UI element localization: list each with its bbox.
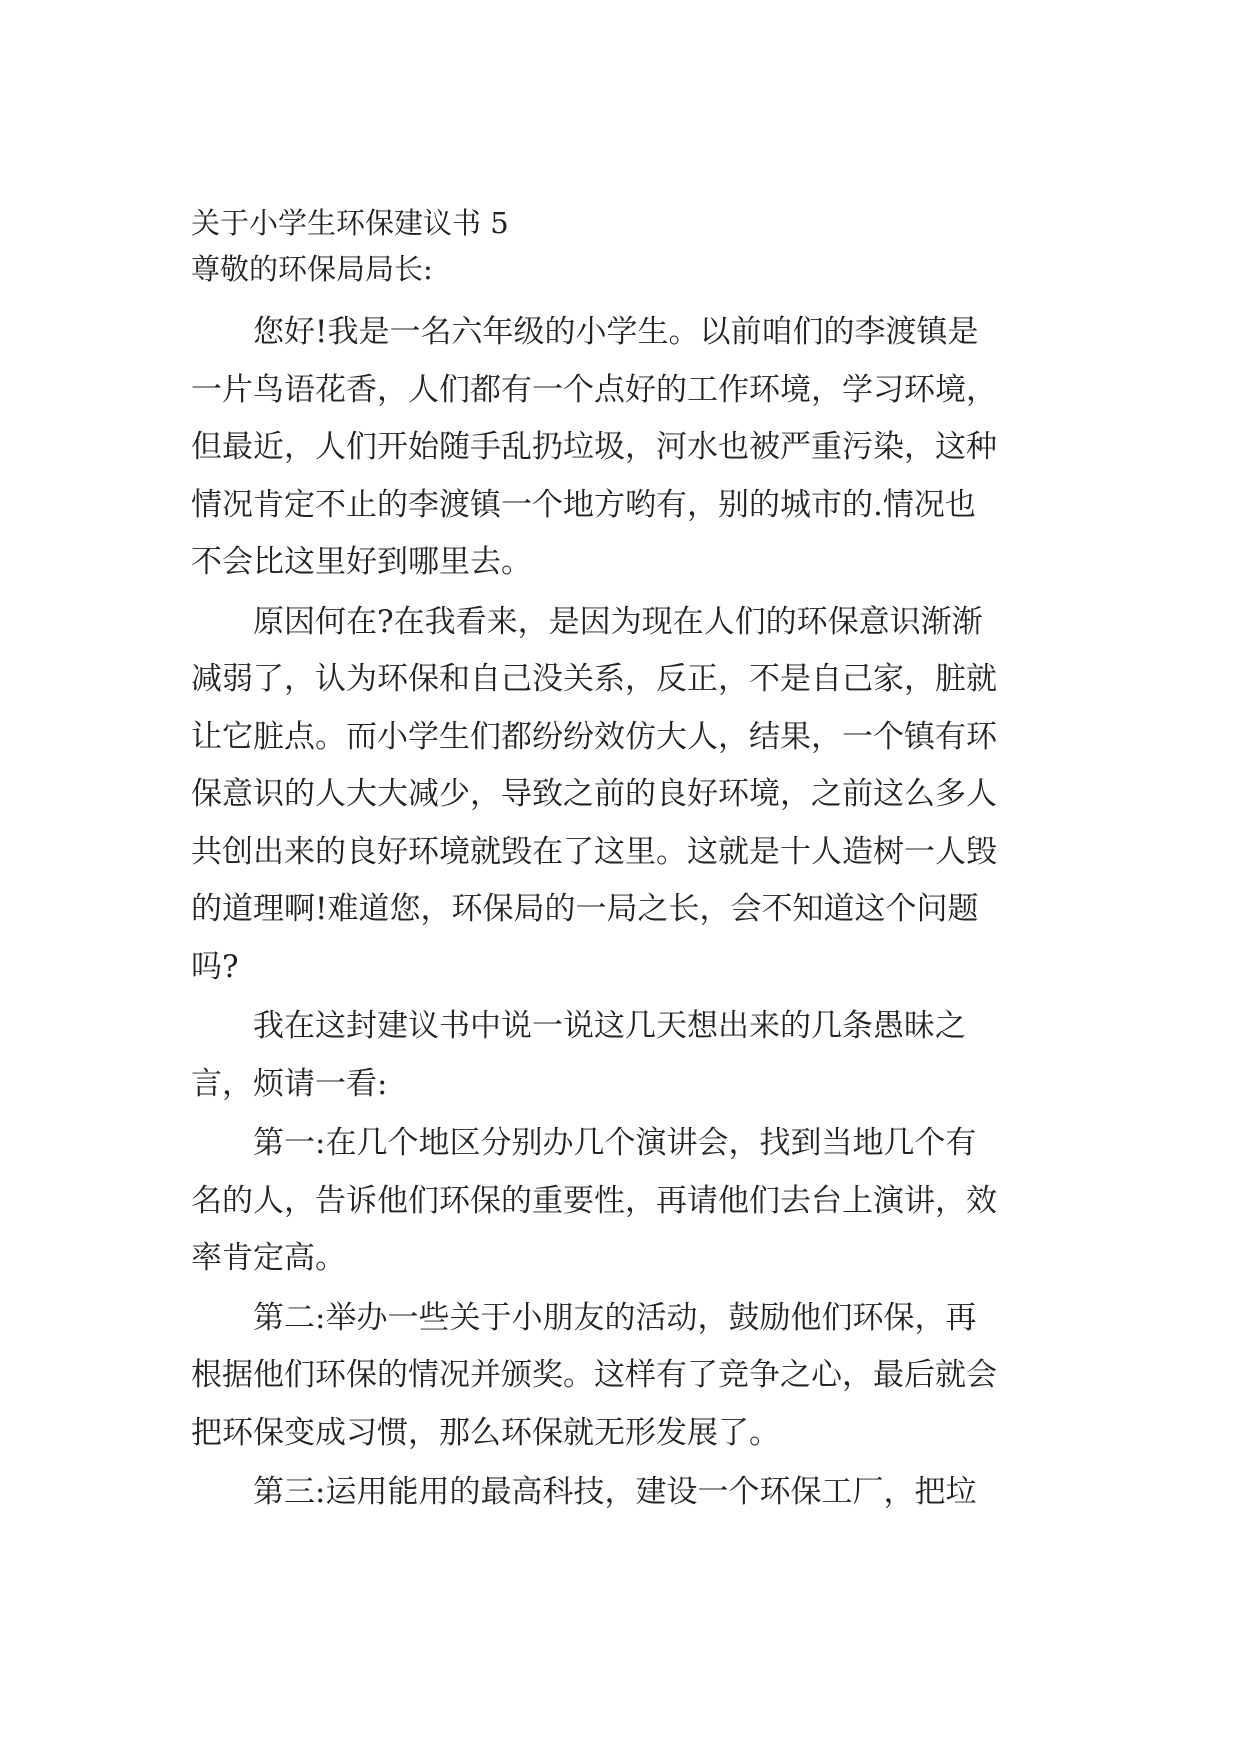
paragraph-6 — [191, 1464, 1057, 1522]
text-line: 第三:运用能用的最高科技，建设一个环保工厂，把垃 — [253, 1474, 977, 1510]
text-line: 共创出来的良好环境就毁在了这里。这就是十人造树一人毁 — [191, 833, 997, 870]
text-line: 的道理啊!难道您，环保局的一局之长，会不知道这个问题 — [191, 891, 979, 927]
text-line: 一片鸟语花香，人们都有一个点好的工作环境，学习环境， — [191, 371, 997, 408]
text-line: 您好!我是一名六年级的小学生。以前咱们的李渡镇是 — [253, 314, 979, 350]
text-line: 第一:在几个地区分别办几个演讲会，找到当地几个有 — [253, 1125, 977, 1161]
text-line: 名的人，告诉他们环保的重要性，再请他们去台上演讲，效 — [191, 1182, 997, 1219]
text-line: 让它脏点。而小学生们都纷纷效仿大人，结果，一个镇有环 — [191, 718, 997, 755]
paragraph-1 — [191, 304, 1057, 592]
text-line: 不会比这里好到哪里去。 — [191, 544, 532, 580]
text-line: 第二:举办一些关于小朋友的活动，鼓励他们环保，再 — [253, 1299, 977, 1336]
text-line: 我在这封建议书中说一说这几天想出来的几条愚昧之 — [253, 1008, 966, 1044]
salutation: 尊敬的环保局局长: — [191, 252, 433, 286]
paragraph-5 — [191, 1290, 1057, 1463]
text-line: 保意识的人大大减少，导致之前的良好环境，之前这么多人 — [191, 776, 997, 812]
paragraph-3 — [191, 998, 1057, 1113]
text-line: 减弱了，认为环保和自己没关系，反正，不是自己家，脏就 — [191, 661, 997, 697]
letter-body — [191, 200, 1057, 1522]
text-line: 但最近，人们开始随手乱扔垃圾，河水也被严重污染，这种 — [191, 429, 997, 465]
paragraph-4 — [191, 1115, 1057, 1288]
text-line: 情况肯定不止的李渡镇一个地方哟有，别的城市的.情况也 — [191, 486, 976, 523]
paragraph-2 — [191, 594, 1057, 997]
text-line: 率肯定高。 — [191, 1240, 346, 1276]
text-line: 把环保变成习惯，那么环保就无形发展了。 — [191, 1414, 780, 1451]
text-line: 原因何在?在我看来，是因为现在人们的环保意识渐渐 — [253, 603, 983, 640]
text-line: 根据他们环保的情况并颁奖。这样有了竞争之心，最后就会 — [191, 1357, 997, 1393]
text-line: 言，烦请一看: — [191, 1065, 388, 1102]
text-line: 吗? — [191, 948, 239, 985]
document-title: 关于小学生环保建议书 5 — [191, 206, 509, 240]
